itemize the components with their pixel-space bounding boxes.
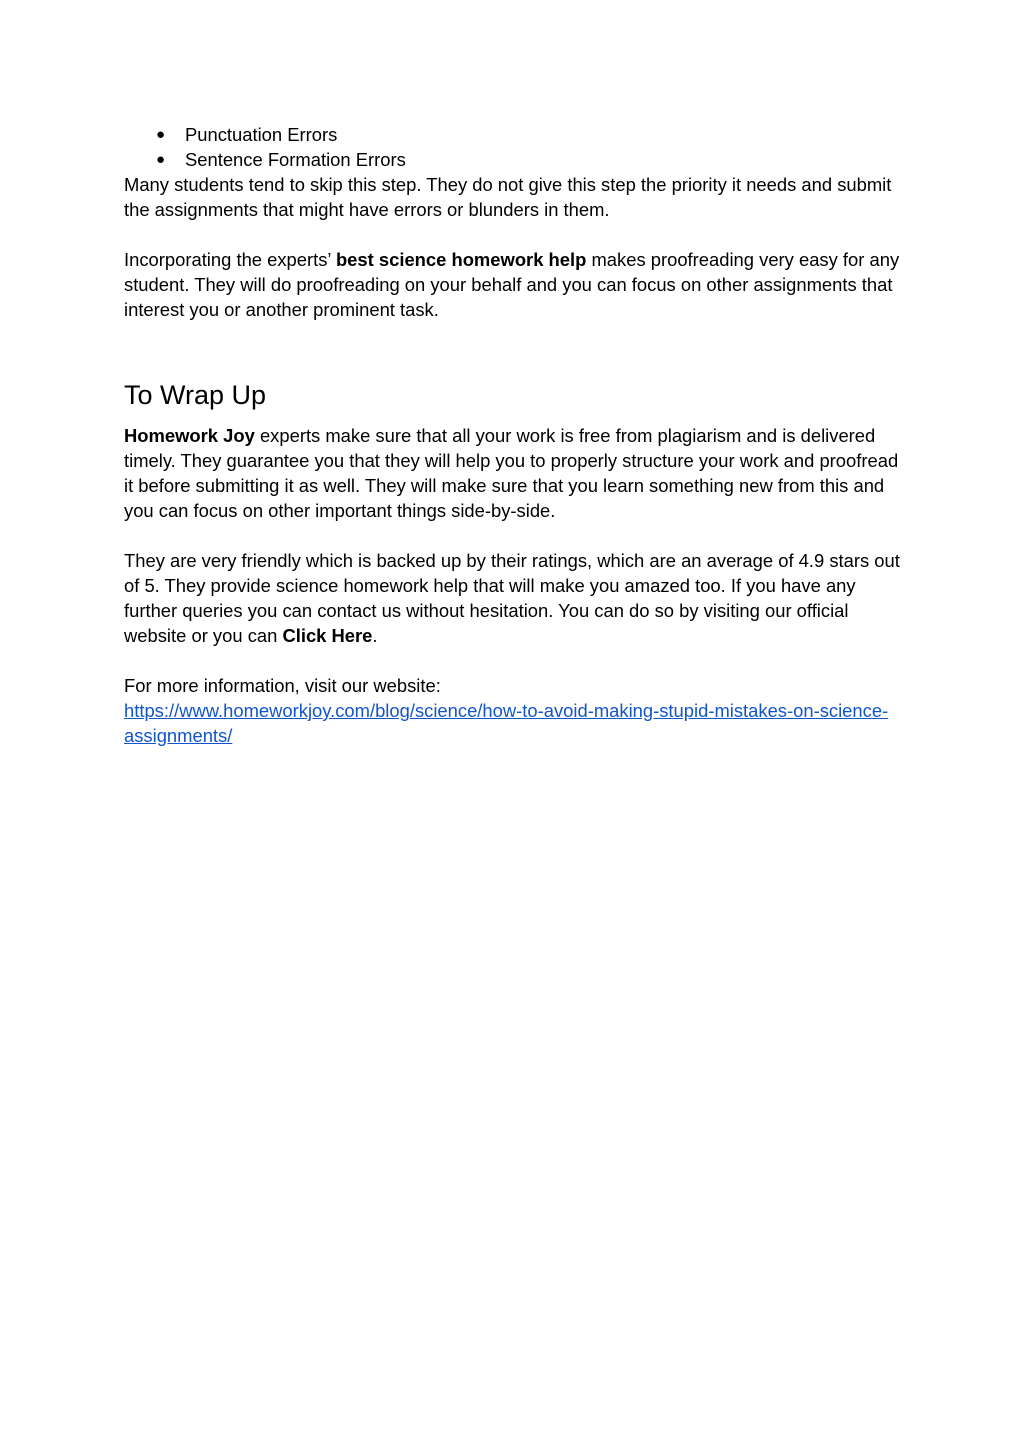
spacer [124,523,900,548]
section-heading: To Wrap Up [124,380,267,410]
bullet-icon: ● [156,126,166,143]
list-item [124,122,900,147]
paragraph-text: . [372,625,378,646]
paragraph-text: They are very friendly which is backed up by their ratings, which are an average of 4.9 stars out of 5. They provide science homework help that will make you amazed too. If you have any further queries you can contact us without hesitation. You can do so by visiting our official website or you can [124,550,900,646]
list-item-text: Sentence Formation Errors [185,149,406,170]
paragraph-ratings [124,548,900,648]
spacer [124,322,900,372]
brand-name: Homework Joy [124,425,255,446]
bold-phrase: best science homework help [335,249,587,270]
paragraph-text: makes proofreading very easy for any student. They will do proofreading on your behalf and you can focus on other assignments that interest you or another prominent task. [124,249,900,320]
error-type-list [124,122,900,172]
paragraph-proofreading [124,247,900,322]
paragraph-text: experts make sure that all your work is free from plagiarism and is delivered timely. They guarantee you that they will help you to properly structure your work and proofread it before submitting it as well. They will make sure that you learn something new from this and you can focus on other important things side-by-side. [124,425,899,521]
document-page [124,122,900,748]
list-item [124,147,900,172]
paragraph-more-info: For more information, visit our website: [124,675,441,696]
list-item-text: Punctuation Errors [185,124,338,145]
spacer [124,648,900,673]
click-here-text: Click Here [282,625,373,646]
spacer [124,222,900,247]
paragraph-skip-step: Many students tend to skip this step. They do not give this step the priority it needs and submit the assignments that might have errors or blunders in them. [124,174,892,220]
spacer [124,412,900,423]
website-link[interactable]: https://www.homeworkjoy.com/blog/science/how-to-avoid-making-stupid-mistakes-on-science-assignments/ [124,700,889,746]
paragraph-homework-joy [124,423,900,523]
bullet-icon: ● [156,151,166,168]
paragraph-text: Incorporating the experts’ [124,249,336,270]
